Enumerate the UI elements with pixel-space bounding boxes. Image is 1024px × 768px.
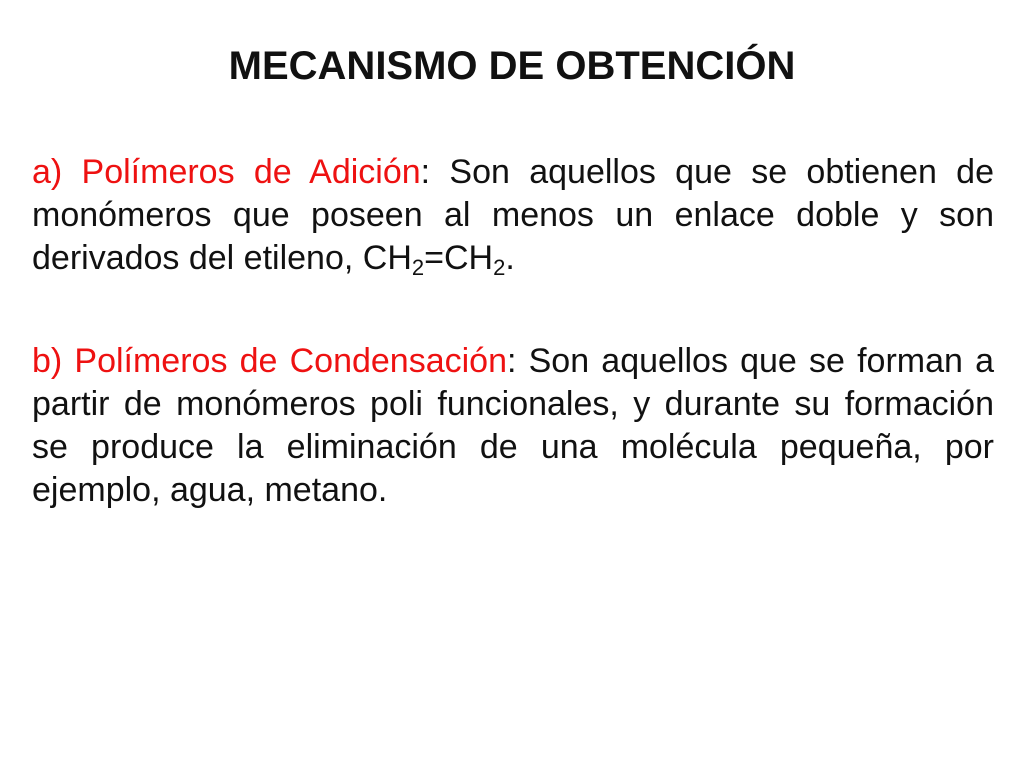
condensation-polymers-colon: : (507, 342, 517, 380)
addition-polymers-colon: : (420, 153, 431, 191)
paragraph-addition-polymers (32, 151, 994, 280)
condensation-polymers-text: Son aquellos que se forman a partir de monómeros poli funcionales, y durante su formación se produce la eliminación de una molécula pequeña, por ejemplo, agua, metano. (32, 342, 994, 509)
paragraph-condensation-polymers (32, 340, 994, 512)
formula-period: . (505, 239, 515, 277)
ethylene-formula (362, 239, 515, 280)
addition-polymers-text: Son aquellos que se obtienen de monómeros que poseen al menos un enlace doble y son derivados del etileno, (32, 153, 994, 277)
addition-polymers-label: a) Polímeros de Adición (32, 153, 421, 191)
formula-ch-2: =CH (424, 239, 494, 277)
formula-ch-1: CH (362, 239, 412, 277)
formula-subscript-2: 2 (493, 255, 506, 280)
slide-title: MECANISMO DE OBTENCIÓN (228, 44, 796, 88)
formula-subscript-1: 2 (411, 255, 425, 280)
condensation-polymers-label: b) Polímeros de Condensación (32, 342, 507, 380)
